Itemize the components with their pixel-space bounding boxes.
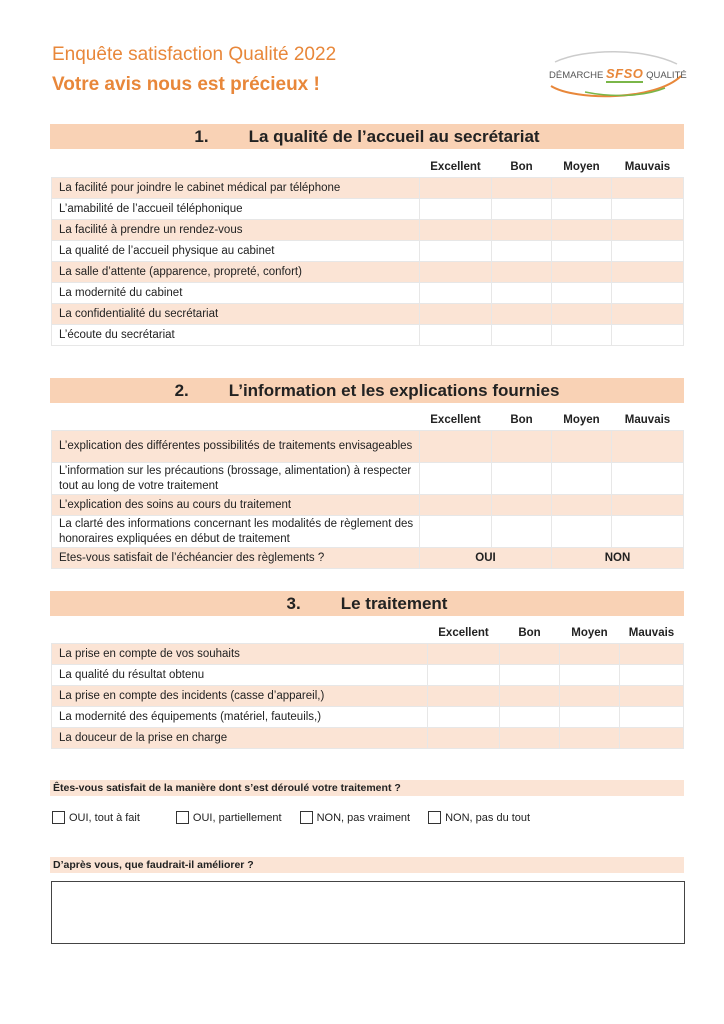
question-text: La clarté des informations concernant les modalités de règlement des honoraires expliquées en début de traitement — [52, 516, 420, 548]
rating-cell-moyen[interactable] — [552, 199, 612, 220]
rating-cell-moyen[interactable] — [552, 516, 612, 548]
rating-cell-excellent[interactable] — [420, 262, 492, 283]
column-header-excellent: Excellent — [430, 161, 481, 173]
rating-cell-bon[interactable] — [500, 665, 560, 686]
table-row — [52, 283, 684, 304]
option-label: NON, pas vraiment — [316, 811, 411, 824]
rating-cell-mauvais[interactable] — [612, 495, 684, 516]
rating-cell-mauvais[interactable] — [620, 707, 684, 728]
rating-cell-bon[interactable] — [492, 516, 552, 548]
rating-cell-moyen[interactable] — [552, 178, 612, 199]
question-text: La modernité du cabinet — [52, 283, 420, 304]
table-row — [52, 220, 684, 241]
logo-mark: SFSO — [606, 66, 644, 81]
section-3-table — [51, 623, 684, 749]
rating-cell-excellent[interactable] — [420, 220, 492, 241]
rating-cell-bon[interactable] — [500, 728, 560, 749]
rating-cell-excellent[interactable] — [420, 516, 492, 548]
section-3-number: 3. — [286, 594, 301, 613]
option-oui-tout-a-fait[interactable] — [52, 811, 140, 824]
column-header-empty — [52, 410, 420, 431]
rating-cell-bon[interactable] — [492, 262, 552, 283]
option-label: OUI, partiellement — [192, 811, 282, 824]
rating-cell-moyen[interactable] — [552, 463, 612, 495]
yes-cell[interactable]: OUI — [420, 548, 552, 569]
rating-cell-mauvais[interactable] — [620, 665, 684, 686]
table-row — [52, 516, 684, 548]
rating-cell-moyen[interactable] — [552, 495, 612, 516]
yesno-row — [52, 548, 684, 569]
table-row — [52, 463, 684, 495]
rating-cell-excellent[interactable] — [420, 325, 492, 346]
sfso-logo — [545, 46, 685, 102]
section-2-number: 2. — [174, 381, 189, 400]
column-header-bon: Bon — [518, 627, 541, 639]
question-text: L’information sur les précautions (brossage, alimentation) à respecter tout au long de votre traitement — [52, 463, 420, 495]
rating-cell-mauvais[interactable] — [612, 304, 684, 325]
rating-cell-mauvais[interactable] — [612, 325, 684, 346]
satisfaction-question: Êtes-vous satisfait de la manière dont s’est déroulé votre traitement ? — [50, 780, 684, 796]
rating-cell-mauvais[interactable] — [612, 463, 684, 495]
rating-cell-moyen[interactable] — [560, 644, 620, 665]
rating-cell-bon[interactable] — [492, 325, 552, 346]
checkbox[interactable] — [300, 811, 313, 824]
rating-cell-moyen[interactable] — [560, 707, 620, 728]
table-row — [52, 707, 684, 728]
rating-cell-mauvais[interactable] — [612, 283, 684, 304]
improve-question: D’après vous, que faudrait-il améliorer ? — [50, 857, 684, 873]
rating-cell-mauvais[interactable] — [612, 241, 684, 262]
checkbox[interactable] — [52, 811, 65, 824]
column-header-empty — [52, 157, 420, 178]
rating-cell-moyen[interactable] — [552, 431, 612, 463]
rating-cell-bon[interactable] — [500, 686, 560, 707]
no-cell[interactable]: NON — [552, 548, 684, 569]
rating-cell-moyen[interactable] — [552, 241, 612, 262]
section-2-header — [50, 378, 684, 403]
question-text: La confidentialité du secrétariat — [52, 304, 420, 325]
question-text: La prise en compte de vos souhaits — [52, 644, 428, 665]
rating-cell-bon[interactable] — [492, 431, 552, 463]
column-header-bon: Bon — [510, 161, 533, 173]
yesno-question: Etes-vous satisfait de l’échéancier des règlements ? — [52, 548, 420, 569]
satisfaction-options — [52, 811, 548, 824]
survey-title: Enquête satisfaction Qualité 2022 — [52, 44, 337, 65]
improve-answer-box[interactable] — [51, 881, 685, 944]
question-text: L’amabilité de l’accueil téléphonique — [52, 199, 420, 220]
table-row — [52, 644, 684, 665]
rating-cell-moyen[interactable] — [552, 283, 612, 304]
column-header-moyen: Moyen — [563, 414, 600, 426]
column-header-mauvais: Mauvais — [628, 627, 675, 639]
rating-cell-moyen[interactable] — [560, 728, 620, 749]
rating-cell-excellent[interactable] — [428, 686, 500, 707]
rating-cell-bon[interactable] — [492, 495, 552, 516]
rating-cell-mauvais[interactable] — [612, 220, 684, 241]
rating-cell-mauvais[interactable] — [620, 728, 684, 749]
table-row — [52, 495, 684, 516]
rating-cell-bon[interactable] — [492, 463, 552, 495]
rating-cell-moyen[interactable] — [552, 325, 612, 346]
rating-cell-mauvais[interactable] — [612, 199, 684, 220]
rating-cell-excellent[interactable] — [420, 241, 492, 262]
question-text: L’écoute du secrétariat — [52, 325, 420, 346]
rating-cell-bon[interactable] — [500, 644, 560, 665]
rating-cell-mauvais[interactable] — [612, 178, 684, 199]
rating-cell-bon[interactable] — [492, 283, 552, 304]
table-row — [52, 304, 684, 325]
question-text: La facilité à prendre un rendez-vous — [52, 220, 420, 241]
question-text: La qualité du résultat obtenu — [52, 665, 428, 686]
table-row — [52, 728, 684, 749]
section-1-header — [50, 124, 684, 149]
rating-cell-excellent[interactable] — [428, 728, 500, 749]
rating-cell-moyen[interactable] — [560, 686, 620, 707]
checkbox[interactable] — [176, 811, 189, 824]
section-3-title: Le traitement — [340, 594, 448, 613]
question-text: L’explication des soins au cours du traitement — [52, 495, 420, 516]
rating-cell-excellent[interactable] — [420, 304, 492, 325]
column-header-excellent: Excellent — [438, 627, 489, 639]
rating-cell-excellent[interactable] — [420, 495, 492, 516]
table-row — [52, 262, 684, 283]
question-text: La salle d’attente (apparence, propreté, confort) — [52, 262, 420, 283]
rating-cell-excellent[interactable] — [428, 665, 500, 686]
question-text: La prise en compte des incidents (casse d’appareil,) — [52, 686, 428, 707]
rating-cell-bon[interactable] — [492, 199, 552, 220]
option-non-pas-vraiment[interactable] — [300, 811, 411, 824]
rating-cell-moyen[interactable] — [560, 665, 620, 686]
survey-subtitle: Votre avis nous est précieux ! — [52, 74, 320, 95]
column-header-bon: Bon — [510, 414, 533, 426]
rating-cell-bon[interactable] — [492, 304, 552, 325]
question-text: L’explication des différentes possibilités de traitements envisageables — [52, 431, 420, 463]
rating-cell-moyen[interactable] — [552, 304, 612, 325]
checkbox[interactable] — [428, 811, 441, 824]
option-label: NON, pas du tout — [445, 811, 531, 824]
rating-cell-mauvais[interactable] — [620, 644, 684, 665]
table-row — [52, 686, 684, 707]
rating-cell-mauvais[interactable] — [620, 686, 684, 707]
column-header-mauvais: Mauvais — [624, 161, 671, 173]
question-text: La douceur de la prise en charge — [52, 728, 428, 749]
rating-cell-excellent[interactable] — [420, 178, 492, 199]
rating-cell-bon[interactable] — [492, 178, 552, 199]
option-oui-partiellement[interactable] — [176, 811, 282, 824]
column-header-moyen: Moyen — [571, 627, 608, 639]
question-text: La modernité des équipements (matériel, fauteuils,) — [52, 707, 428, 728]
rating-cell-excellent[interactable] — [428, 644, 500, 665]
rating-cell-excellent[interactable] — [428, 707, 500, 728]
rating-cell-bon[interactable] — [492, 220, 552, 241]
logo-left-text: DÉMARCHE — [549, 70, 604, 81]
section-1-number: 1. — [194, 127, 209, 146]
question-text: La qualité de l’accueil physique au cabinet — [52, 241, 420, 262]
rating-cell-excellent[interactable] — [420, 199, 492, 220]
logo-right-text: QUALITÉ — [646, 70, 687, 81]
option-non-pas-du-tout[interactable] — [428, 811, 530, 824]
section-1-title: La qualité de l’accueil au secrétariat — [248, 127, 540, 146]
table-row — [52, 665, 684, 686]
question-text: La facilité pour joindre le cabinet médical par téléphone — [52, 178, 420, 199]
column-header-excellent: Excellent — [430, 414, 481, 426]
table-row — [52, 178, 684, 199]
rating-cell-excellent[interactable] — [420, 283, 492, 304]
rating-cell-bon[interactable] — [500, 707, 560, 728]
rating-cell-mauvais[interactable] — [612, 516, 684, 548]
rating-cell-bon[interactable] — [492, 241, 552, 262]
section-2-title: L’information et les explications fournies — [228, 381, 560, 400]
column-header-moyen: Moyen — [563, 161, 600, 173]
section-1-table — [51, 157, 684, 346]
rating-cell-moyen[interactable] — [552, 220, 612, 241]
rating-cell-moyen[interactable] — [552, 262, 612, 283]
rating-cell-mauvais[interactable] — [612, 431, 684, 463]
section-2-table — [51, 410, 684, 569]
column-header-mauvais: Mauvais — [624, 414, 671, 426]
column-header-empty — [52, 623, 428, 644]
rating-cell-excellent[interactable] — [420, 463, 492, 495]
rating-cell-mauvais[interactable] — [612, 262, 684, 283]
option-label: OUI, tout à fait — [69, 811, 140, 824]
section-3-header — [50, 591, 684, 616]
table-row — [52, 431, 684, 463]
rating-cell-excellent[interactable] — [420, 431, 492, 463]
table-row — [52, 325, 684, 346]
table-row — [52, 199, 684, 220]
table-row — [52, 241, 684, 262]
